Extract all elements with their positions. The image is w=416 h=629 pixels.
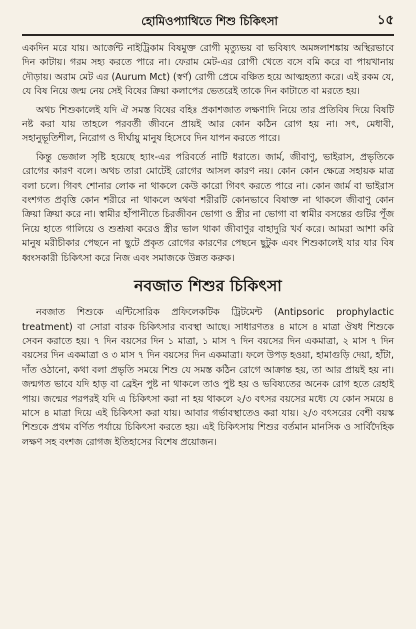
section-heading: নবজাত শিশুর চিকিৎসা [134, 277, 282, 296]
paragraph: কিন্তু ভেজাল সৃষ্টি হয়েছে হ্যাং-এর পরিবর্তে নাটি ধরাতে। জার্ম, জীবাণু, ভাইরাস, প্রভৃতিকে রোগের কারণ বলে। অথচ তারা মোটেই রোগের আসল কারণ নয়। কোন কোন ক্ষেত্রে সহায়ক মাত্র বলা চলে। গিবৎ শোনার লোক না থাকলে কেউ কারো গিবৎ করতে পারে না। কোন জার্ম বা ভাইরাস বংশগত প্রবৃত্তি কোন শরীরে না থাকলে অথবা শরীরটি কোনভাবে বিষাক্ত না থাকলে জীবাণু কোন ক্রিয়া ক্রিয়া করে না। স্বামীর হাঁপানীতে চিরজীবন ভোগা ও স্ত্রীর না ভোগা বা স্বামীর বসন্তের গুটির পূঁজ নিয়ে হাতে গালিয়ে ও শুশ্রূষা করেও স্ত্রীর ভাল থাকা জীবাণুর বাহাদুরি খর্ব করে। আমরা আশা করি মানুষ মরীচীকার পেছনে না ছুটে প্রকৃত রোগের কারণের পেছনে ছুটুক এবং শিশুকালেই যার যার বিষ ধ্বংসকারী চিকিৎসা করে নিজ এবং সমাজকে উন্নত করুক। [22, 151, 394, 264]
header-rule [22, 34, 394, 36]
paragraph: নবজাত শিশুকে এন্টিসোরিক প্রফিলেকটিক ট্রিটমেন্ট (Antipsoric prophylactic treatment) বা সোরা বারক চিকিৎসার ব্যবস্থা আছে। সাধারণতঃ ৪ মাসে ৪ মাত্রা ঔষধ শিশুকে সেবন করাতে হয়। ৭ দিন বয়সের দিন ১ মাত্রা, ১ মাস ৭ দিন বয়সের দিন একমাত্রা, ২ মাস ৭ দিন বয়সের দিন একমাত্রা ও ৩ মাস ৭ দিন বয়সের দিন একমাত্রা। ফলে উপড় হওয়া, হামাগুড়ি দেয়া, হাঁটা, দাঁত ওঠানো, কথা বলা প্রভৃতি সময়ে শিশু যে সমস্ত কঠিন রোগে আক্রান্ত হয়, তা আর প্রায়ই হয় না। জন্মগত ভাবে যদি হাড় বা ব্রেইন পুষ্ট না থাকলে তাও পুষ্ট হয় ও ভবিষ্যতের অনেক রোগ হতে রেহাই পায়। জন্মের পরপরই যদি এ চিকিৎসা করা না হয় থাকলে ২/৩ বৎসর বয়সের মধ্যে যে কোন সময়ে ৪ মাসে ৪ মাত্রা দিয়ে এই চিকিৎসা করা যায়। আবার গর্ভাবস্থাতেও করা যায়। ২/৩ বৎসরের বেশী বয়স্ক শিশুকে প্রথম বর্ণিত পর্যায়ে চিকিৎসা করতে হয়। এই চিকিৎসায় শিশুর বর্তমান মানসিক ও সার্বিদৈহিক লক্ষণ সহ বংশজ রোগজ ইতিহাসের বিশেষ প্রয়োজন। [22, 307, 394, 448]
paragraph: একদিন মরে যায়। আর্জেন্ট নাইট্রিকাম বিষমুক্ত রোগী মৃত্যুভয় বা ভবিষ্যৎ অমঙ্গলাশঙ্কায় অস্থিরভাবে দিন কাটায়। গরম সহ্য করতে পারে না। ফেরাম মেট-এর রোগী খেতে বসে বমি করে বা পায়খানায় দৌড়ায়। অরাম মেট এর (Aurum Mct) (স্বর্ণ) রোগী প্রেমে বঞ্চিত হয়ে আত্মহত্যা করে। এই রকম যে, যে বিষ নিয়ে জন্ম নেয় সেই বিষের ক্রিয়া কলাপের ভেতরেই তাকে দিন কাটাতে বা মরতে হয়। [22, 43, 394, 98]
page-header [22, 10, 394, 32]
page-number: ১৫ [377, 13, 394, 28]
paragraph: অথচ শিশুকালেই যদি ঐ সমস্ত বিষের বহিঃ প্রকাশজাত লক্ষণাদি নিয়ে তার প্রতিবিষ দিয়ে বিষটি নষ্ট করা যায় তাহলে পরবর্তী জীবনে প্রায়ই আর কোন কঠিন রোগ হয় না। সৎ, মেধাবী, সহানুভূতিশীল, নিরোগ ও দীর্ঘায়ু মানুষ হিসেবে দিন যাপন করতে পারে। [22, 104, 394, 145]
running-title: হোমিওপ্যাথিতে শিশু চিকিৎসা [141, 14, 278, 28]
